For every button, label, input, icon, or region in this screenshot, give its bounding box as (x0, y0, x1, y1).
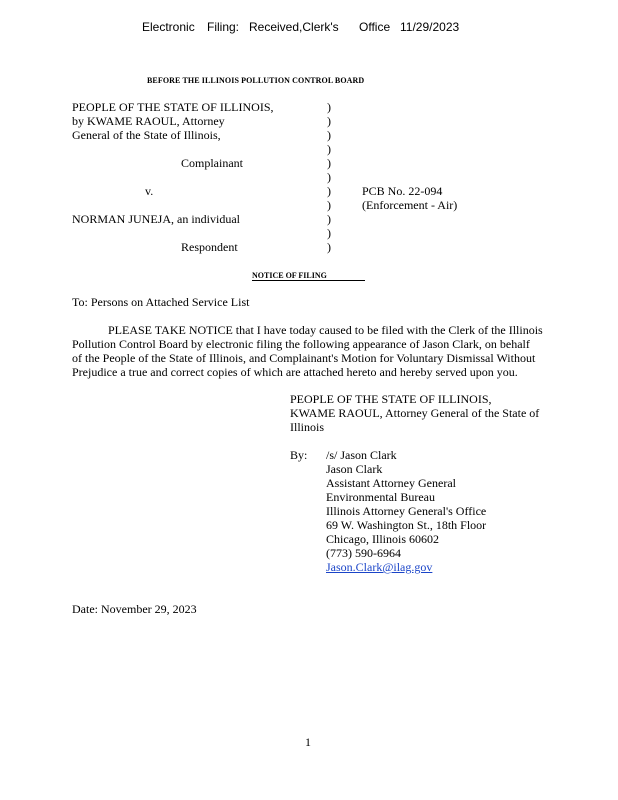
stamp-date: 11/29/2023 (400, 20, 460, 34)
caption-bracket: ) (327, 114, 331, 128)
body-line-3: of the People of the State of Illinois, and Complainant's Motion for Voluntary Dismissal Without (72, 351, 536, 365)
attorney-office: Illinois Attorney General's Office (326, 504, 487, 518)
stamp-received: Received,Clerk's (249, 20, 339, 34)
respondent-label: Respondent (181, 240, 238, 254)
attorney-name: Jason Clark (326, 462, 383, 476)
plaintiff-line-2: by KWAME RAOUL, Attorney (72, 114, 225, 128)
caption-bracket: ) (327, 156, 331, 170)
attorney-phone: (773) 590-6964 (326, 546, 401, 560)
body-line-4: Prejudice a true and correct copies of which are attached hereto and hereby served upon you. (72, 365, 518, 379)
versus-label: v. (145, 184, 154, 198)
stamp-electronic: Electronic (142, 20, 195, 34)
caption-bracket: ) (327, 170, 331, 184)
to-line: To: Persons on Attached Service List (72, 295, 250, 309)
attorney-email-link[interactable]: Jason.Clark@ilag.gov (326, 560, 433, 574)
board-title: BEFORE THE ILLINOIS POLLUTION CONTROL BOARD (147, 76, 365, 85)
party-line-1: PEOPLE OF THE STATE OF ILLINOIS, (290, 392, 492, 406)
plaintiff-line-3: General of the State of Illinois, (72, 128, 221, 142)
caption-bracket: ) (327, 226, 331, 240)
signature: /s/ Jason Clark (326, 448, 397, 462)
caption-bracket: ) (327, 198, 331, 212)
page-number: 1 (305, 735, 311, 749)
attorney-city: Chicago, Illinois 60602 (326, 532, 439, 546)
by-label: By: (290, 448, 308, 462)
attorney-street: 69 W. Washington St., 18th Floor (326, 518, 487, 532)
notice-title-underline (252, 280, 365, 281)
caption-bracket: ) (327, 240, 331, 254)
caption-bracket: ) (327, 100, 331, 114)
attorney-bureau: Environmental Bureau (326, 490, 435, 504)
date-line: Date: November 29, 2023 (72, 602, 197, 616)
body-line-2: Pollution Control Board by electronic filing the following appearance of Jason Clark, on behalf (72, 337, 530, 351)
body-line-1: PLEASE TAKE NOTICE that I have today caused to be filed with the Clerk of the Illinois (108, 323, 543, 337)
party-line-3: Illinois (290, 420, 325, 434)
attorney-title: Assistant Attorney General (326, 476, 456, 490)
party-line-2: KWAME RAOUL, Attorney General of the State of (290, 406, 540, 420)
caption-bracket: ) (327, 184, 331, 198)
stamp-filing: Filing: (207, 20, 240, 34)
case-type: (Enforcement - Air) (362, 198, 458, 212)
filing-stamp (0, 20, 618, 36)
stamp-office: Office (359, 20, 391, 34)
caption-bracket: ) (327, 212, 331, 226)
notice-title: NOTICE OF FILING (252, 271, 327, 280)
plaintiff-line-1: PEOPLE OF THE STATE OF ILLINOIS, (72, 100, 274, 114)
caption-bracket: ) (327, 142, 331, 156)
complainant-label: Complainant (181, 156, 243, 170)
case-number: PCB No. 22-094 (362, 184, 443, 198)
defendant-name: NORMAN JUNEJA, an individual (72, 212, 240, 226)
caption-bracket: ) (327, 128, 331, 142)
